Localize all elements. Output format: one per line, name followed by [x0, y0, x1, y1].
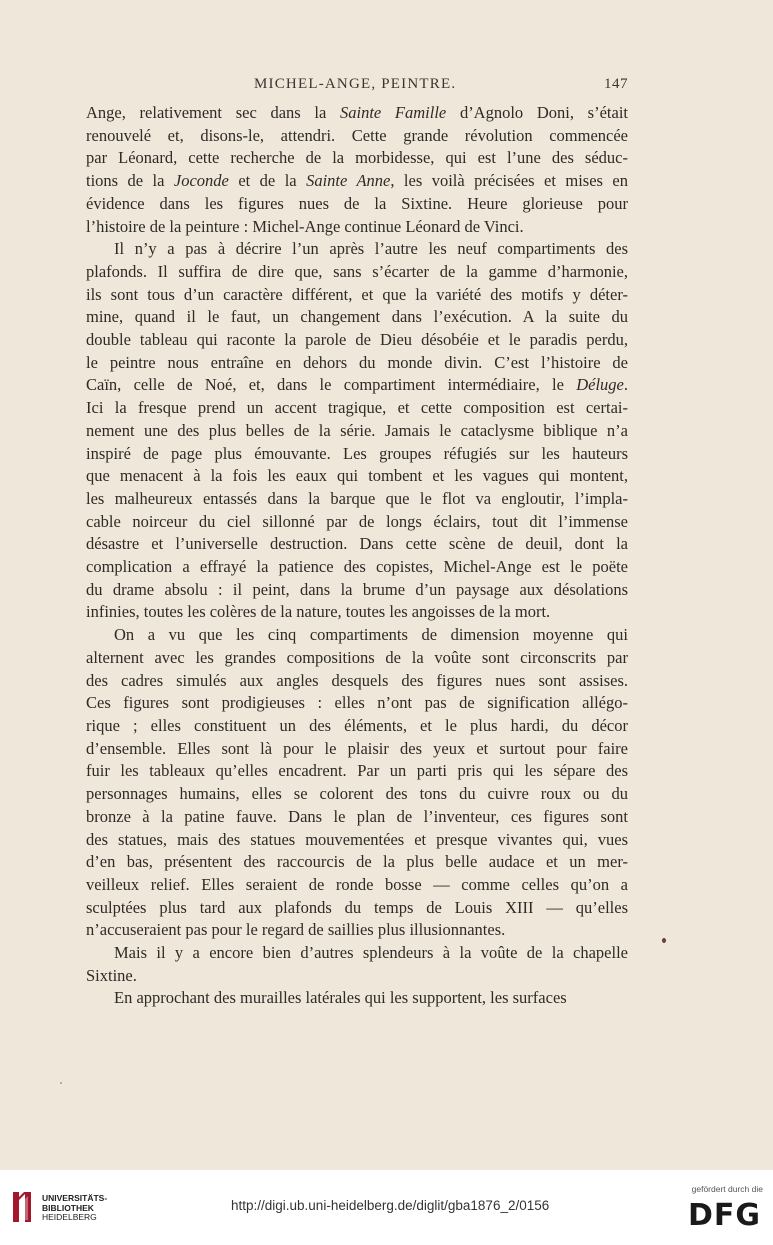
text-line: sculptées plus tard aux plafonds du temps de Louis XIII — qu’elles	[86, 897, 628, 917]
text-line: mine, quand il le faut, un changement dans l’exécution. A la suite du	[86, 307, 628, 327]
ink-speck	[662, 938, 666, 943]
text-line: infinies, toutes les colères de la nature, toutes les angoisses de la mort.	[86, 602, 551, 622]
text-line: veilleux relief. Elles seraient de ronde bosse — comme celles qu’on a	[86, 874, 628, 894]
text-line: personnages humains, elles se colorent des tons du cuivre roux ou du	[86, 784, 628, 804]
text-line: Ici la fresque prend un accent tragique, et cette composition est certai-	[86, 398, 628, 418]
text-line: Ange, relativement sec dans la Sainte Famille d’Agnolo Doni, s’était	[86, 103, 628, 122]
text-line: du drame absolu : il peint, dans la brume d’un paysage aux désolations	[86, 579, 628, 599]
text-line: Ces figures sont prodigieuses : elles n’ont pas de signification allégo-	[86, 693, 628, 713]
text-line: évidence dans les figures nues de la Sixtine. Heure glorieuse pour	[86, 193, 628, 213]
library-line-2: BIBLIOTHEK	[42, 1202, 94, 1213]
text-line: Mais il y a encore bien d’autres splendeurs à la voûte de la chapelle	[114, 943, 628, 963]
text-line: le peintre nous entraîne en dehors du monde divin. C’est l’histoire de	[86, 352, 628, 372]
text-line: ils sont tous d’un caractère différent, et que la variété des motifs y déter-	[86, 284, 628, 304]
text-line: double tableau qui raconte la parole de Dieu désobéie et le paradis perdu,	[86, 330, 628, 350]
library-line-1: UNIVERSITÄTS-	[42, 1193, 108, 1203]
text-line: des cadres simulés aux angles desquels des figures nues sont assises.	[86, 670, 628, 690]
running-head	[86, 76, 628, 98]
text-line: rique ; elles constituent un des éléments, et le plus hardi, du décor	[86, 715, 628, 735]
text-line: En approchant des murailles latérales qui les supportent, les surfaces	[114, 988, 567, 1008]
dfg-logo: DFG	[687, 1198, 761, 1233]
ub-heidelberg-logo-icon	[10, 1190, 36, 1224]
text-line: cable noirceur du ciel sillonné par de longs éclairs, tout dit l’immense	[86, 511, 628, 531]
page-number: 147	[604, 76, 628, 92]
text-line: bronze à la patine fauve. Dans le plan de l’inventeur, ces figures sont	[86, 806, 628, 826]
ink-speck	[60, 1082, 62, 1084]
text-line: nement une des plus belles de la série. Jamais le cataclysme biblique n’a	[86, 420, 628, 440]
permalink-url[interactable]: http://digi.ub.uni-heidelberg.de/diglit/gba1876_2/0156	[231, 1198, 550, 1213]
text-line: n’accuseraient pas pour le regard de saillies plus illusionnantes.	[86, 920, 506, 940]
body-text	[86, 102, 628, 1010]
funding-caption: gefördert durch die	[691, 1184, 763, 1194]
text-line: d’ensemble. Elles sont là pour le plaisir des yeux et surtout pour faire	[86, 738, 628, 758]
text-line: des statues, mais des statues mouvementées et presque vivantes qui, vues	[86, 829, 628, 849]
text-line: Sixtine.	[86, 965, 137, 985]
text-line: On a vu que les cinq compartiments de dimension moyenne qui	[114, 625, 628, 645]
text-line: d’en bas, présentent des raccourcis de la plus belle audace et un mer-	[86, 852, 628, 872]
text-line: Il n’y a pas à décrire l’un après l’autre les neuf compartiments des	[114, 239, 628, 259]
digitization-footer	[0, 1170, 773, 1245]
library-line-3: HEIDELBERG	[42, 1212, 97, 1222]
text-line: complication a effrayé la patience des copistes, Michel-Ange est le poëte	[86, 557, 628, 577]
text-line: les malheureux entassés dans la barque que le flot va engloutir, l’impla-	[86, 488, 628, 508]
text-line: inspiré de page plus émouvante. Les groupes réfugiés sur les hauteurs	[86, 443, 628, 463]
running-title: MICHEL-ANGE, PEINTRE.	[254, 76, 457, 92]
text-line: Caïn, celle de Noé, et, dans le compartiment intermédiaire, le Déluge.	[86, 375, 628, 395]
text-line: fuir les tableaux qu’elles encadrent. Par un parti pris qui les sépare des	[86, 761, 628, 781]
library-name	[42, 1194, 107, 1223]
text-line: par Léonard, cette recherche de la morbidesse, qui est l’une des séduc-	[86, 148, 628, 168]
text-line: désastre et l’universelle destruction. Dans cette scène de deuil, dont la	[86, 534, 628, 554]
text-line: renouvelé et, disons-le, attendri. Cette grande révolution commencée	[86, 125, 628, 145]
text-line: plafonds. Il suffira de dire que, sans s’écarter de la gamme d’harmonie,	[86, 261, 628, 281]
text-line: tions de la Joconde et de la Sainte Anne, les voilà précisées et mises en	[86, 171, 628, 191]
text-line: l’histoire de la peinture : Michel-Ange continue Léonard de Vinci.	[86, 216, 524, 236]
text-line: que menacent à la fois les eaux qui tombent et les vagues qui montent,	[86, 466, 628, 486]
text-line: alternent avec les grandes compositions de la voûte sont circonscrits par	[86, 647, 628, 667]
